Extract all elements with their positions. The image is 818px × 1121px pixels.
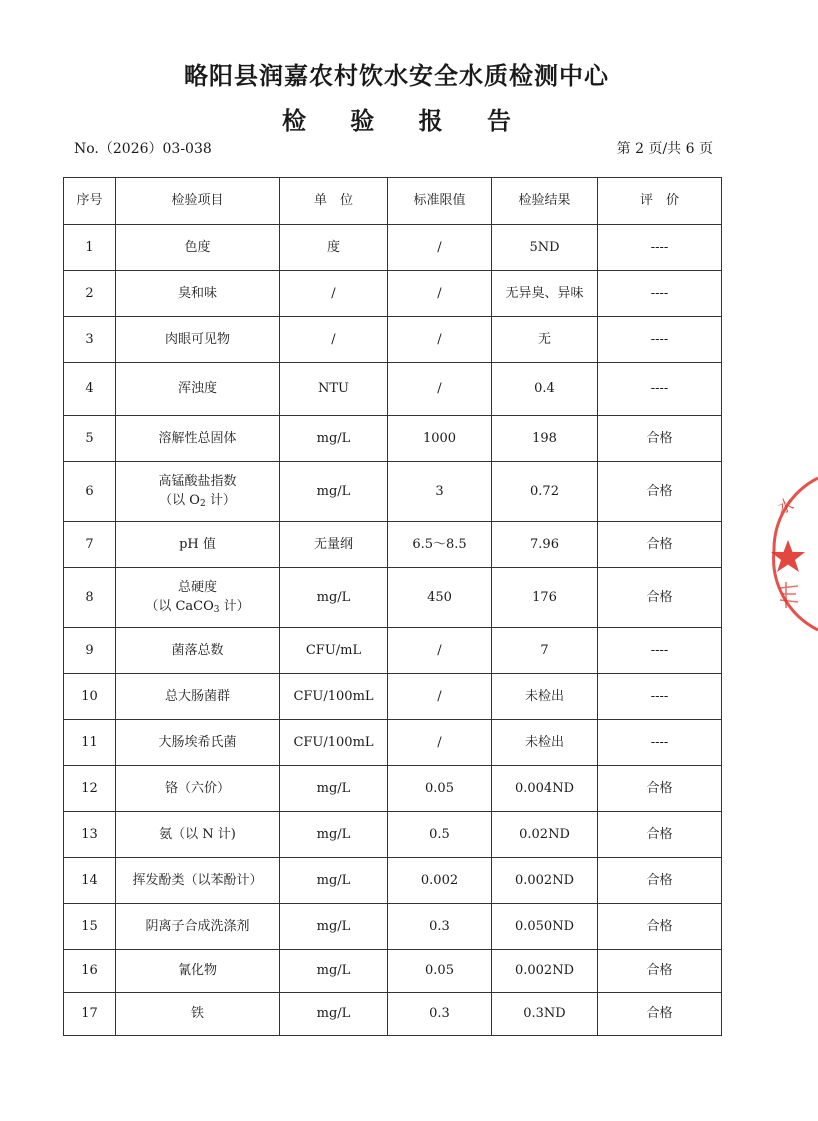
official-seal-stamp <box>758 470 818 645</box>
note-subscript: 2 <box>199 499 206 509</box>
unit: CFU/100mL <box>280 674 388 720</box>
table-row <box>64 225 722 271</box>
standard-limit: 0.05 <box>388 950 492 993</box>
test-item-note <box>116 597 279 618</box>
evaluation: 合格 <box>598 904 722 950</box>
evaluation: 合格 <box>598 522 722 568</box>
row-number: 5 <box>64 416 116 462</box>
standard-limit: 0.002 <box>388 858 492 904</box>
test-result: 0.4 <box>492 363 598 416</box>
row-number: 7 <box>64 522 116 568</box>
row-number: 8 <box>64 568 116 628</box>
row-number: 15 <box>64 904 116 950</box>
page-indicator: 第 2 页/共 6 页 <box>616 141 713 157</box>
unit: mg/L <box>280 462 388 522</box>
column-header-item: 检验项目 <box>116 178 280 225</box>
test-result: 0.002ND <box>492 950 598 993</box>
test-item-note <box>116 491 279 512</box>
test-result: 7 <box>492 628 598 674</box>
table-row <box>64 993 722 1036</box>
test-item: 臭和味 <box>116 271 280 317</box>
standard-limit: 0.3 <box>388 993 492 1036</box>
standard-limit: / <box>388 674 492 720</box>
standard-limit: / <box>388 225 492 271</box>
unit: mg/L <box>280 568 388 628</box>
row-number: 1 <box>64 225 116 271</box>
test-item: 氰化物 <box>116 950 280 993</box>
test-item: 色度 <box>116 225 280 271</box>
unit: mg/L <box>280 766 388 812</box>
organization-title: 略阳县润嘉农村饮水安全水质检测中心 <box>184 62 609 90</box>
test-item: pH 值 <box>116 522 280 568</box>
table-row <box>64 950 722 993</box>
unit: mg/L <box>280 416 388 462</box>
report-title: 检 验 报 告 <box>281 107 530 135</box>
evaluation: 合格 <box>598 462 722 522</box>
table-row <box>64 363 722 416</box>
test-item: 铁 <box>116 993 280 1036</box>
test-item: 大肠埃希氏菌 <box>116 720 280 766</box>
table-row <box>64 568 722 628</box>
results-table <box>63 177 722 1036</box>
test-result: 0.050ND <box>492 904 598 950</box>
unit: 无量纲 <box>280 522 388 568</box>
table-row <box>64 628 722 674</box>
standard-limit: 3 <box>388 462 492 522</box>
test-result: 198 <box>492 416 598 462</box>
table-row <box>64 858 722 904</box>
table-row <box>64 904 722 950</box>
test-result: 无异臭、异味 <box>492 271 598 317</box>
row-number: 3 <box>64 317 116 363</box>
unit: mg/L <box>280 993 388 1036</box>
table-row <box>64 674 722 720</box>
test-result: 无 <box>492 317 598 363</box>
row-number: 6 <box>64 462 116 522</box>
table-row <box>64 271 722 317</box>
note-suffix: 计） <box>219 599 250 614</box>
column-header-limit: 标准限值 <box>388 178 492 225</box>
evaluation: ---- <box>598 363 722 416</box>
unit: CFU/mL <box>280 628 388 674</box>
standard-limit: / <box>388 720 492 766</box>
standard-limit: 0.3 <box>388 904 492 950</box>
row-number: 14 <box>64 858 116 904</box>
table-row <box>64 317 722 363</box>
seal-text: 水 <box>774 494 797 518</box>
note-prefix: （以 O <box>159 493 200 508</box>
test-result: 0.002ND <box>492 858 598 904</box>
test-item: 挥发酚类（以苯酚计） <box>116 858 280 904</box>
unit: mg/L <box>280 812 388 858</box>
standard-limit: 6.5～8.5 <box>388 522 492 568</box>
table-row <box>64 522 722 568</box>
standard-limit: / <box>388 271 492 317</box>
row-number: 17 <box>64 993 116 1036</box>
test-item: 总硬度 <box>177 579 217 595</box>
unit: mg/L <box>280 858 388 904</box>
row-number: 2 <box>64 271 116 317</box>
test-result: 0.02ND <box>492 812 598 858</box>
evaluation: 合格 <box>598 858 722 904</box>
test-item: 浑浊度 <box>116 363 280 416</box>
standard-limit: 0.05 <box>388 766 492 812</box>
standard-limit: / <box>388 363 492 416</box>
unit: mg/L <box>280 904 388 950</box>
table-row <box>64 766 722 812</box>
test-item: 铬（六价） <box>116 766 280 812</box>
test-item: 总大肠菌群 <box>116 674 280 720</box>
column-header-no: 序号 <box>64 178 116 225</box>
report-number: No.（2026）03-038 <box>74 141 212 157</box>
row-number: 12 <box>64 766 116 812</box>
unit: / <box>280 271 388 317</box>
column-header-eval: 评 价 <box>598 178 722 225</box>
table-row <box>64 416 722 462</box>
test-result: 0.3ND <box>492 993 598 1036</box>
test-result: 5ND <box>492 225 598 271</box>
test-item-cell <box>116 462 280 522</box>
standard-limit: 1000 <box>388 416 492 462</box>
test-item: 阴离子合成洗涤剂 <box>116 904 280 950</box>
test-result: 0.004ND <box>492 766 598 812</box>
evaluation: 合格 <box>598 568 722 628</box>
test-item-cell <box>116 568 280 628</box>
test-item: 溶解性总固体 <box>116 416 280 462</box>
unit: 度 <box>280 225 388 271</box>
row-number: 4 <box>64 363 116 416</box>
test-item: 肉眼可见物 <box>116 317 280 363</box>
standard-limit: / <box>388 317 492 363</box>
evaluation: 合格 <box>598 812 722 858</box>
evaluation: ---- <box>598 674 722 720</box>
column-header-result: 检验结果 <box>492 178 598 225</box>
note-suffix: 计） <box>205 493 236 508</box>
standard-limit: / <box>388 628 492 674</box>
evaluation: ---- <box>598 317 722 363</box>
test-result: 0.72 <box>492 462 598 522</box>
row-number: 11 <box>64 720 116 766</box>
evaluation: ---- <box>598 225 722 271</box>
unit: mg/L <box>280 950 388 993</box>
standard-limit: 450 <box>388 568 492 628</box>
row-number: 13 <box>64 812 116 858</box>
note-subscript: 3 <box>213 605 220 615</box>
evaluation: 合格 <box>598 993 722 1036</box>
unit: CFU/100mL <box>280 720 388 766</box>
unit: NTU <box>280 363 388 416</box>
column-header-unit: 单 位 <box>280 178 388 225</box>
test-item: 菌落总数 <box>116 628 280 674</box>
note-prefix: （以 CaCO <box>145 599 214 614</box>
test-item: 高锰酸盐指数 <box>158 473 237 489</box>
table-header-row <box>64 178 722 225</box>
test-result: 未检出 <box>492 720 598 766</box>
evaluation: ---- <box>598 628 722 674</box>
seal-star-icon <box>771 540 805 572</box>
row-number: 10 <box>64 674 116 720</box>
evaluation: ---- <box>598 720 722 766</box>
table-row <box>64 720 722 766</box>
table-row <box>64 462 722 522</box>
test-result: 未检出 <box>492 674 598 720</box>
test-result: 7.96 <box>492 522 598 568</box>
evaluation: 合格 <box>598 416 722 462</box>
evaluation: 合格 <box>598 950 722 993</box>
table-row <box>64 812 722 858</box>
evaluation: ---- <box>598 271 722 317</box>
row-number: 16 <box>64 950 116 993</box>
evaluation: 合格 <box>598 766 722 812</box>
test-item: 氨（以 N 计) <box>116 812 280 858</box>
test-result: 176 <box>492 568 598 628</box>
standard-limit: 0.5 <box>388 812 492 858</box>
row-number: 9 <box>64 628 116 674</box>
unit: / <box>280 317 388 363</box>
